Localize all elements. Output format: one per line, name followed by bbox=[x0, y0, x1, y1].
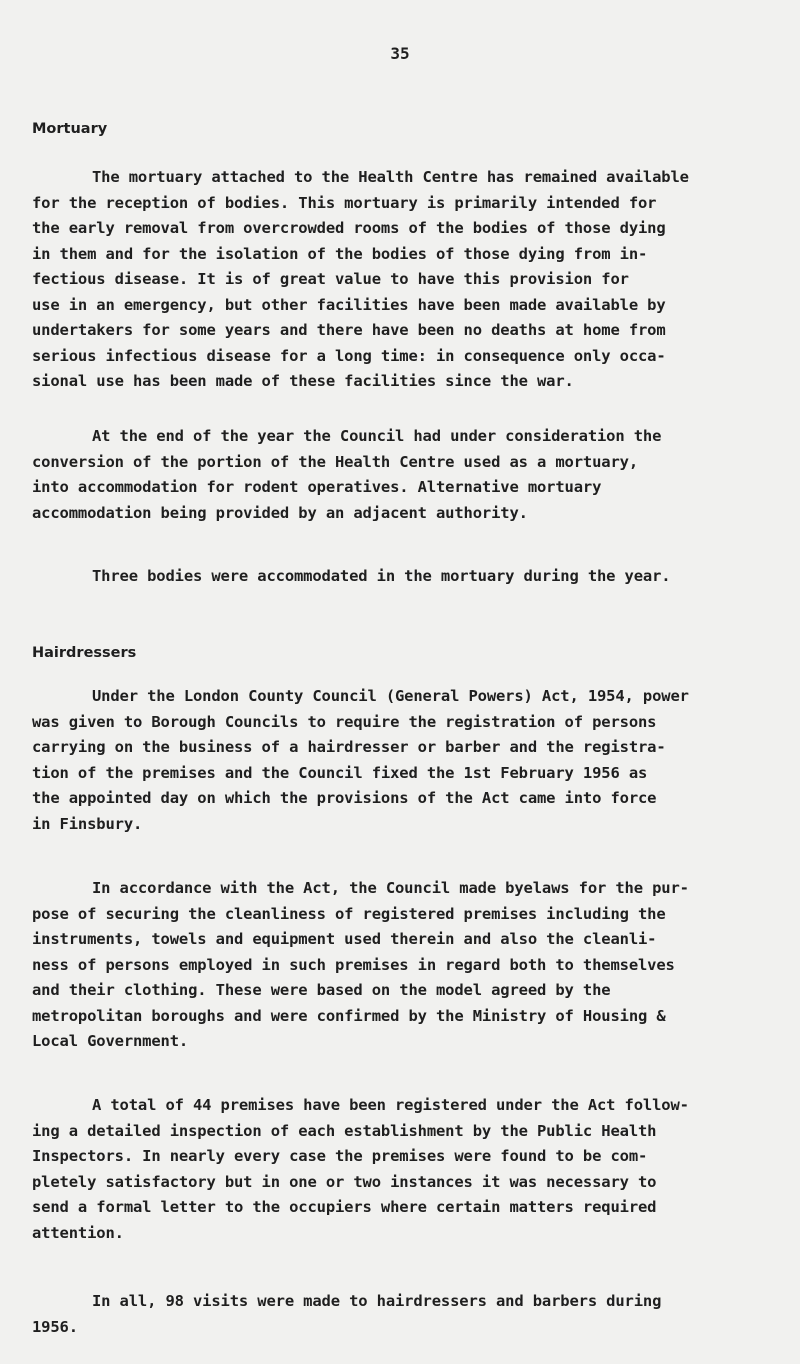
text-line: send a formal letter to the occupiers where certain matters required bbox=[32, 1198, 657, 1216]
text-line: Three bodies were accommodated in the mortuary during the year. bbox=[92, 567, 671, 585]
text-line: into accommodation for rodent operatives. Alternative mortuary bbox=[32, 478, 602, 496]
text-line: and their clothing. These were based on the model agreed by the bbox=[32, 981, 611, 999]
text-line: A total of 44 premises have been registered under the Act follow- bbox=[92, 1096, 689, 1114]
text-line: The mortuary attached to the Health Centre has remained available bbox=[92, 168, 689, 186]
text-line: 1956. bbox=[32, 1317, 78, 1336]
text-line: fectious disease. It is of great value to have this provision for bbox=[32, 270, 629, 288]
text-line: Inspectors. In nearly every case the premises were found to be com- bbox=[32, 1147, 648, 1165]
text-line: accommodation being provided by an adjacent authority. bbox=[32, 503, 528, 522]
text-line: ness of persons employed in such premises in regard both to themselves bbox=[32, 955, 675, 974]
text-line: use in an emergency, but other facilities have been made available by bbox=[32, 295, 666, 314]
text-line: ing a detailed inspection of each establishment by the Public Health bbox=[32, 1121, 657, 1140]
text-line: instruments, towels and equipment used therein and also the cleanli- bbox=[32, 930, 657, 948]
text-line: serious infectious disease for a long time: in consequence only occa- bbox=[32, 346, 666, 365]
page-number: 35 bbox=[390, 44, 410, 63]
text-line: pose of securing the cleanliness of registered premises including the bbox=[32, 904, 666, 923]
text-line: Under the London County Council (General Powers) Act, 1954, power bbox=[92, 687, 689, 705]
text-line: attention. bbox=[32, 1223, 124, 1242]
paragraph-mortuary-3 bbox=[32, 564, 782, 590]
text-line: for the reception of bodies. This mortuary is primarily intended for bbox=[32, 193, 657, 212]
text-line: in them and for the isolation of the bodies of those dying from in- bbox=[32, 244, 648, 263]
text-line: In accordance with the Act, the Council made byelaws for the pur- bbox=[92, 879, 689, 897]
paragraph-hairdressers-4 bbox=[32, 1289, 782, 1340]
text-line: undertakers for some years and there have been no deaths at home from bbox=[32, 321, 666, 339]
text-line: sional use has been made of these facilities since the war. bbox=[32, 372, 574, 390]
text-line: At the end of the year the Council had under consideration the bbox=[92, 427, 662, 445]
text-line: Local Government. bbox=[32, 1032, 189, 1050]
text-line: was given to Borough Councils to require the registration of persons bbox=[32, 712, 657, 731]
text-line: In all, 98 visits were made to hairdressers and barbers during bbox=[92, 1292, 662, 1310]
text-line: metropolitan boroughs and were confirmed by the Ministry of Housing & bbox=[32, 1006, 666, 1025]
paragraph-hairdressers-2 bbox=[32, 876, 782, 1055]
text-line: in Finsbury. bbox=[32, 814, 143, 833]
section-heading-mortuary: Mortuary bbox=[32, 121, 108, 137]
text-line: the early removal from overcrowded rooms of the bodies of those dying bbox=[32, 219, 666, 237]
text-line: tion of the premises and the Council fixed the 1st February 1956 as bbox=[32, 763, 648, 782]
paragraph-hairdressers-1 bbox=[32, 684, 782, 837]
paragraph-hairdressers-3 bbox=[32, 1093, 782, 1246]
text-line: pletely satisfactory but in one or two instances it was necessary to bbox=[32, 1172, 657, 1191]
text-line: conversion of the portion of the Health Centre used as a mortuary, bbox=[32, 452, 638, 471]
paragraph-mortuary-1 bbox=[32, 165, 782, 395]
section-heading-hairdressers: Hairdressers bbox=[32, 645, 137, 661]
paragraph-mortuary-2 bbox=[32, 424, 782, 526]
text-line: the appointed day on which the provisions of the Act came into force bbox=[32, 789, 657, 807]
text-line: carrying on the business of a hairdresser or barber and the registra- bbox=[32, 738, 666, 756]
